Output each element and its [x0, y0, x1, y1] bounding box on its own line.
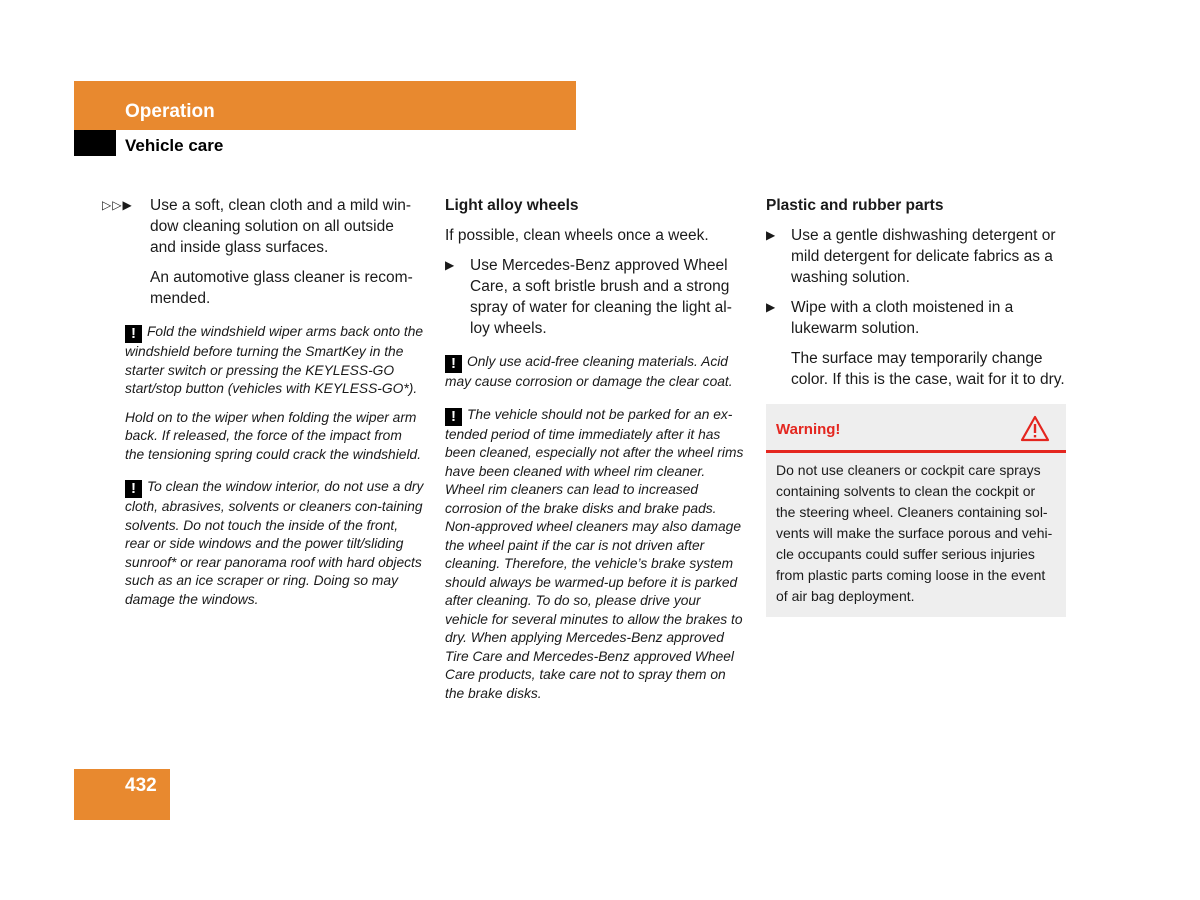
warning-header: [766, 404, 1066, 453]
item-subtext: An automotive glass cleaner is recom-mended.: [150, 269, 413, 307]
caution-note: [125, 323, 424, 399]
column-3: [766, 195, 1066, 617]
item-text: Wipe with a cloth moistened in a lukewarm solution.: [791, 299, 1014, 337]
warning-text: Do not use cleaners or cockpit care sprays containing solvents to clean the cockpit or the steering wheel. Cleaners containing sol-vents will make the surface porous and vehi-cle occupants could suffer serious injuries from plastic parts coming loose in the event of air bag deployment.: [776, 462, 1053, 604]
caution-note: [445, 353, 745, 392]
column-1: [102, 195, 424, 619]
note-text: Only use acid-free cleaning materials. Acid may cause corrosion or damage the clear coat.: [445, 354, 733, 389]
note-text: To clean the window interior, do not use a dry cloth, abrasives, solvents or cleaners con-taining solvents. Do not touch the inside of the front, rear or side windows and the power tilt/sliding sunroof* or rear panorama roof with hard objects such as an ice scraper or ring. Doing so may damage the windows.: [125, 479, 424, 607]
column-2: [445, 195, 745, 713]
section-heading: Light alloy wheels: [445, 197, 579, 214]
caution-note-continued: Hold on to the wiper when folding the wiper arm back. If released, the force of the impact from the tensioning spring could crack the windshield.: [125, 409, 422, 462]
bullet-icon: ▶: [766, 300, 776, 314]
list-item: [102, 195, 424, 258]
exclamation-icon: !: [125, 480, 142, 498]
item-subtext: The surface may temporarily change color. If this is the case, wait for it to dry.: [791, 350, 1065, 388]
warning-box: [766, 404, 1066, 617]
page-number: 432: [125, 775, 157, 796]
item-text: Use a soft, clean cloth and a mild win-dow cleaning solution on all outside and inside glass surfaces.: [150, 197, 412, 256]
note-text: Fold the windshield wiper arms back onto the windshield before turning the SmartKey in the starter switch or pressing the KEYLESS-GO start/stop button (vehicles with KEYLESS-GO*).: [125, 324, 424, 396]
exclamation-icon: !: [445, 355, 462, 373]
bullet-icon: ▶: [445, 258, 455, 272]
item-text: Use a gentle dishwashing detergent or mild detergent for delicate fabrics as a washing solution.: [791, 227, 1056, 286]
section-heading: Plastic and rubber parts: [766, 197, 944, 214]
subsection-title: Vehicle care: [125, 136, 224, 155]
note-text: The vehicle should not be parked for an ex-tended period of time immediately after it has been cleaned, especially not after the wheel rims have been cleaned with wheel rim cleaner. Wheel rim cleaners can lead to increased corrosion of the brake disks and brake pads. Non-approved wheel cleaners may also damage the wheel paint if the car is not driven after cleaning. Therefore, the vehicle’s brake system should always be warmed-up before it is parked after cleaning. To do so, please drive your vehicle for several minutes to allow the brakes to dry. When applying Mercedes-Benz approved Tire Care and Mercedes-Benz approved Wheel Care products, take care not to spray them on the brake disks.: [445, 406, 744, 701]
list-item: [766, 225, 1066, 288]
bullet-icon: ▶: [766, 228, 776, 242]
section-title: Operation: [125, 101, 215, 122]
caution-note: [445, 406, 745, 704]
warning-triangle-icon: [1020, 415, 1050, 442]
item-text: Use Mercedes-Benz approved Wheel Care, a soft bristle brush and a strong spray of water for cleaning the light al-loy wheels.: [470, 257, 732, 337]
exclamation-icon: !: [445, 408, 462, 426]
list-item: [766, 297, 1066, 339]
list-item: [445, 255, 745, 339]
continue-marker-icon: ▷▷▶: [102, 198, 133, 212]
intro-text: If possible, clean wheels once a week.: [445, 227, 709, 244]
subsection-marker: [74, 130, 116, 156]
caution-note: [125, 478, 424, 609]
exclamation-icon: !: [125, 325, 142, 343]
warning-title: Warning!: [776, 421, 841, 438]
